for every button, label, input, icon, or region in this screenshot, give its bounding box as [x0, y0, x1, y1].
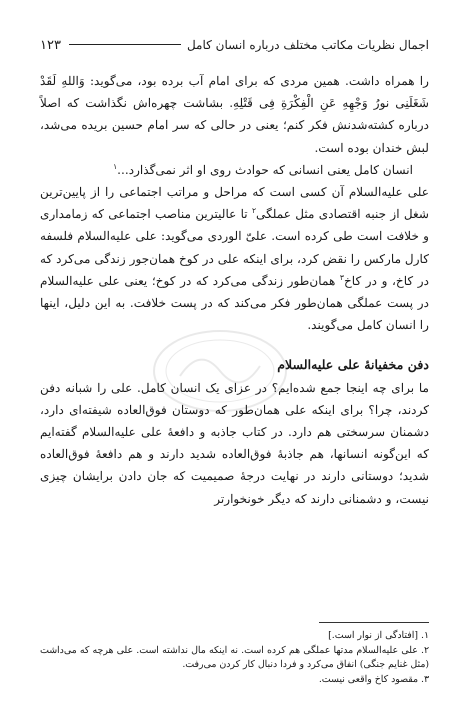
footnotes [40, 622, 429, 687]
footnote-mark-2: ۲ [251, 206, 256, 216]
paragraph-3 [40, 181, 429, 336]
paragraph-3b: تا عالیترین مناصب اجتماعی که زمامداری و خلافت است طی کرده است. علیّ الوردی می‌گوید: علی علیه‌السلام فلسفه کارل مارکس را نقض کرد، برای اینکه علی در کوخ همان‌جور زندگی می‌کرد که در کاخ، و در کاخ [40, 207, 429, 288]
paragraph-1: را همراه داشت. همین مردی که برای امام آب برده بود، می‌گوید: وَاللهِ لَقَدْ شَغَلَنِی نورُ وَجْهِهِ عَنِ الْفِکْرَةِ فِی قَتْلِهِ. بشاشت چهره‌اش نگذاشت که اصلاً درباره کشته‌شدنش فکر کنم؛ یعنی در حالی که سر امام حسین بریده می‌شد، لبش خندان بوده است. [40, 74, 429, 155]
footnote-mark-1: ۱ [113, 161, 118, 171]
footnote-3: ۳. مقصود کاخ واقعی نیست. [318, 673, 429, 685]
running-header [40, 36, 429, 54]
footnote-rule [319, 622, 429, 623]
header-rule [69, 44, 181, 45]
paragraph-2 [40, 159, 429, 181]
section-paragraph: ما برای چه اینجا جمع شده‌ایم؟ در عزای یک انسان کامل. علی را شبانه دفن کردند، چرا؟ برای اینکه علی همان‌طور که دوستان فوق‌العاده شیفته‌ای دارد، دشمنان سرسختی هم دارد. در کتاب جاذبه و دافعهٔ علی علیه‌السلام گفته‌ایم که این‌گونه انسانها، هم جاذبهٔ فوق‌العاده شدید دارند و هم دافعهٔ فوق‌العاده شدید؛ دوستانی دارند در نهایت درجهٔ صمیمیت که جان دادن برایشان چیزی نیست، و دشمنانی دارند که دیگر خونخوارتر [40, 380, 429, 506]
paragraph-3a: علی علیه‌السلام آن کسی است که مراحل و مراتب اجتماعی را از پایین‌ترین شغل از جنبه اقتصادی مثل عملگی [40, 185, 429, 222]
paragraph-3c: همان‌طور زندگی می‌کرد که در کوخ؛ یعنی علی علیه‌السلام در پست عملگی همان‌طور فکر می‌کند که در پست خلافت. به این دلیل، اینها را انسان کامل می‌گویند. [40, 273, 429, 333]
footnote-mark-3: ۳ [339, 272, 344, 282]
page-number: ۱۲۳ [40, 37, 61, 53]
running-title: اجمال نظریات مکاتب مختلف درباره انسان کامل [186, 38, 429, 52]
paragraph-2-text: انسان کامل یعنی انسانی که حوادث روی او اثر نمی‌گذارد... [117, 162, 413, 177]
section-heading: دفن مخفیانهٔ علی علیه‌السلام [277, 357, 429, 373]
section-gap [40, 336, 429, 354]
footnote-2: ۲. علی علیه‌السلام مدتها عملگی هم کرده است. نه اینکه مال نداشته است. علی هرچه که می‌داشت (مثل غنایم جنگی) انفاق می‌کرد و فردا دنبال کار کردن می‌رفت. [40, 644, 429, 671]
main-text [40, 70, 429, 510]
footnote-1: ۱. [افتادگی از نوار است.] [328, 630, 429, 641]
